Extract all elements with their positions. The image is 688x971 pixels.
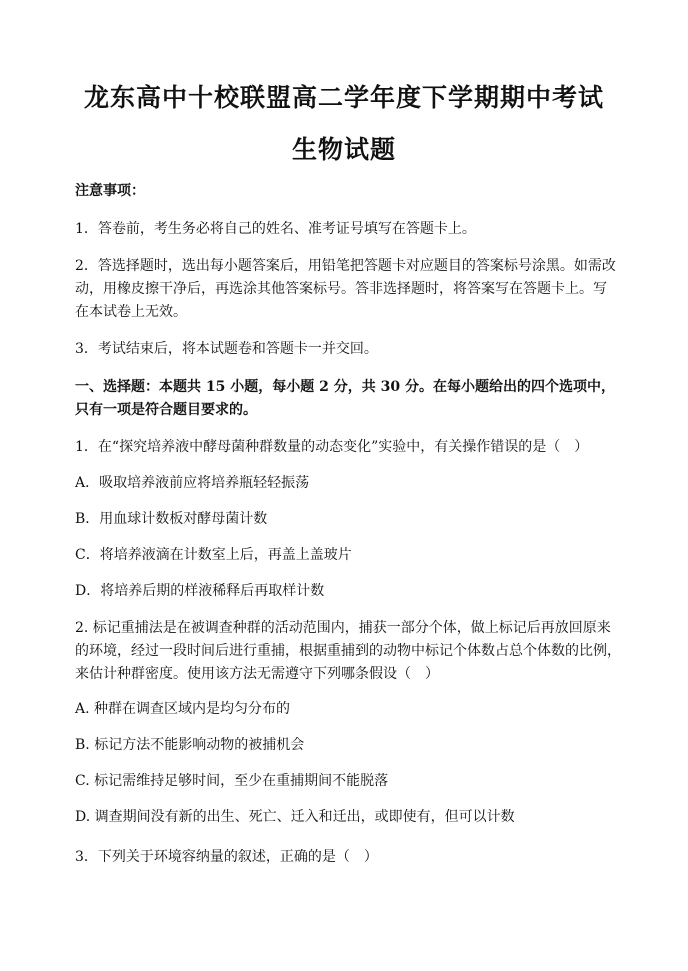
exam-subtitle: 生物试题 — [291, 135, 396, 164]
question-2-stem: 2. 标记重捕法是在被调查种群的活动范围内，捕获一部分个体，做上标记后再放回原来 — [75, 620, 611, 636]
question-1-option-c: C．将培养液滴在计数室上后，再盖上盖玻片 — [75, 547, 352, 563]
question-2-option-d: D. 调查期间没有新的出生、死亡、迁入和迁出，或即使有，但可以计数 — [75, 809, 515, 825]
note-item: 2．答选择题时，选出每小题答案后，用铅笔把答题卡对应题目的答案标号涂黑。如需改 — [75, 258, 616, 274]
exam-title: 龙东高中十校联盟高二学年度下学期期中考试 — [83, 83, 604, 112]
question-2-stem: 的环境，经过一段时间后进行重捕，根据重捕到的动物中标记个体数占总个体数的比例， — [75, 643, 621, 659]
question-2-stem: 来估计种群密度。使用该方法无需遵守下列哪条假设（ ） — [75, 666, 439, 682]
question-1-stem: 1．在“探究培养液中酵母菌种群数量的动态变化”实验中，有关操作错误的是（ ） — [75, 439, 589, 455]
question-1-option-d: D．将培养后期的样液稀释后再取样计数 — [75, 583, 325, 599]
notes-heading: 注意事项： — [75, 183, 145, 199]
question-2-option-b: B. 标记方法不能影响动物的被捕机会 — [75, 737, 305, 753]
note-item: 1．答卷前，考生务必将自己的姓名、准考证号填写在答题卡上。 — [75, 221, 476, 237]
section-heading-cont: 只有一项是符合题目要求的。 — [75, 402, 257, 418]
note-item: 动，用橡皮擦干净后，再选涂其他答案标号。答非选择题时，将答案写在答题卡上。写 — [75, 281, 607, 297]
note-item: 在本试卷上无效。 — [75, 304, 187, 320]
question-1-option-b: B．用血球计数板对酵母菌计数 — [75, 511, 268, 527]
question-2-option-c: C. 标记需维持足够时间，至少在重捕期间不能脱落 — [75, 773, 389, 789]
question-1-option-a: A．吸取培养液前应将培养瓶轻轻振荡 — [75, 475, 310, 491]
question-3-stem: 3．下列关于环境容纳量的叙述，正确的是（ ） — [75, 849, 378, 865]
question-2-option-a: A. 种群在调查区域内是均匀分布的 — [75, 701, 291, 717]
section-heading: 一、选择题：本题共 15 小题，每小题 2 分，共 30 分。在每小题给出的四个选项中， — [75, 379, 615, 395]
note-item: 3．考试结束后，将本试题卷和答题卡一并交回。 — [75, 341, 378, 357]
